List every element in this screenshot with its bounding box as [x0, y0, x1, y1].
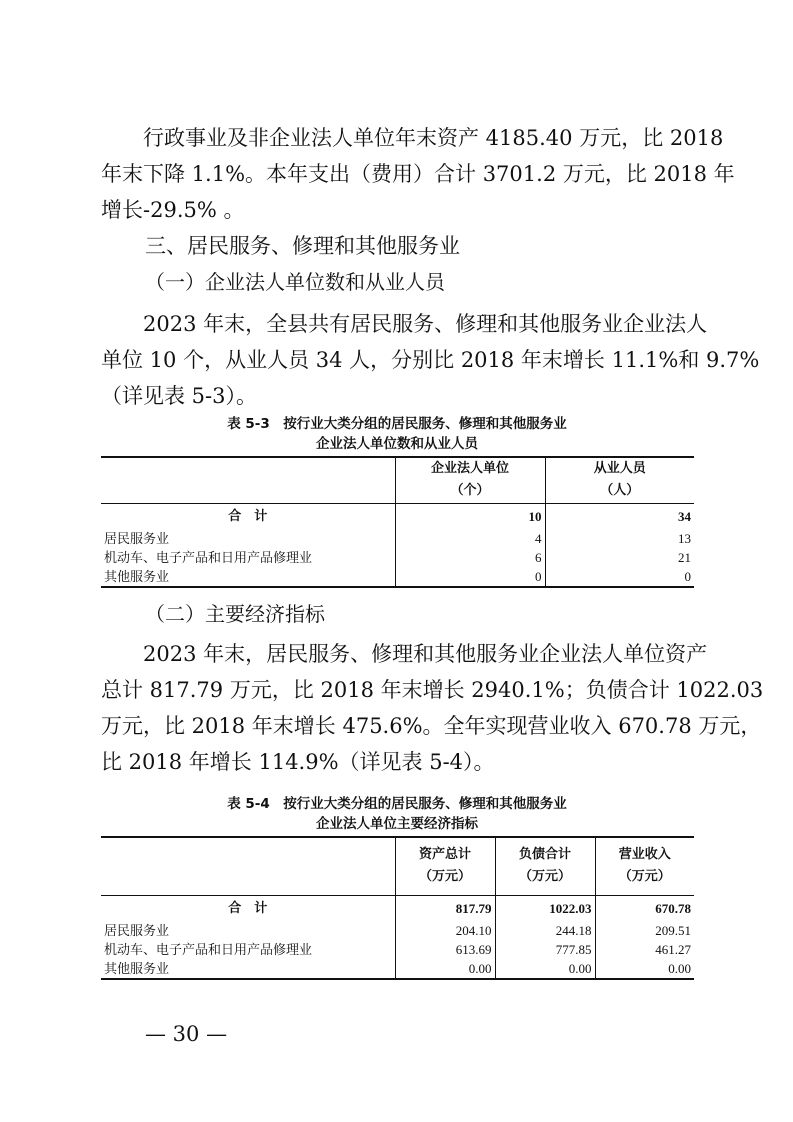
cell-employees: 0 — [545, 567, 694, 587]
header-name: 企业法人单位 — [430, 461, 509, 477]
row-label: 其他服务业 — [101, 567, 395, 587]
paragraph-economic-indicators — [101, 636, 764, 780]
cell-revenue: 0.00 — [595, 959, 694, 979]
header-cell — [545, 457, 694, 503]
page-number: — 30 — — [145, 1022, 228, 1046]
cell-liabilities: 0.00 — [495, 959, 595, 979]
subsection-title-economic-indicators: （二）主要经济指标 — [145, 602, 325, 626]
text-line: 2023 年末，全县共有居民服务、修理和其他服务业企业法人 — [143, 312, 708, 336]
table-5-3 — [101, 456, 694, 588]
caption-line: 表 5-3 按行业大类分组的居民服务、修理和其他服务业 — [227, 416, 567, 432]
table-row — [101, 959, 694, 979]
table-row — [101, 567, 694, 587]
text-line: 比 2018 年增长 114.9%（详见表 5-4）。 — [101, 750, 495, 774]
table-5-4-caption — [101, 794, 693, 834]
header-cell — [395, 457, 545, 503]
cell-units: 10 — [395, 503, 545, 529]
header-unit: （万元） — [618, 869, 671, 885]
cell-employees: 34 — [545, 503, 694, 529]
text-line: 单位 10 个，从业人员 34 人，分别比 2018 年末增长 11.1%和 9.7% — [101, 348, 760, 372]
header-blank-cell — [101, 457, 395, 503]
table-header-row — [101, 457, 694, 503]
caption-line: 企业法人单位主要经济指标 — [316, 816, 478, 832]
cell-employees: 13 — [545, 529, 694, 548]
header-cell — [495, 837, 595, 895]
cell-units: 6 — [395, 548, 545, 567]
paragraph-units-employees — [101, 306, 760, 414]
caption-line: 企业法人单位数和从业人员 — [316, 436, 478, 452]
table-header-row — [101, 837, 694, 895]
table-row — [101, 548, 694, 567]
text-line: （详见表 5-3）。 — [101, 384, 257, 408]
cell-revenue: 209.51 — [595, 921, 694, 940]
caption-line: 表 5-4 按行业大类分组的居民服务、修理和其他服务业 — [227, 796, 567, 812]
cell-units: 4 — [395, 529, 545, 548]
cell-units: 0 — [395, 567, 545, 587]
table-row — [101, 940, 694, 959]
header-name: 资产总计 — [418, 847, 471, 863]
row-label: 居民服务业 — [104, 531, 170, 546]
row-label: 合 计 — [228, 900, 268, 916]
section-title: 三、居民服务、修理和其他服务业 — [145, 234, 460, 258]
header-name: 从业人员 — [593, 461, 646, 477]
text-line: 2023 年末，居民服务、修理和其他服务业企业法人单位资产 — [143, 642, 708, 666]
text-line: 年末下降 1.1%。本年支出（费用）合计 3701.2 万元，比 2018 年 — [101, 162, 735, 186]
cell-assets: 0.00 — [395, 959, 495, 979]
text-line: 万元，比 2018 年末增长 475.6%。全年实现营业收入 670.78 万元， — [101, 714, 762, 738]
cell-revenue: 670.78 — [595, 895, 694, 921]
header-unit: （个） — [450, 483, 490, 499]
cell-liabilities: 777.85 — [495, 940, 595, 959]
cell-liabilities: 244.18 — [495, 921, 595, 940]
subsection-title-units-employees: （一）企业法人单位数和从业人员 — [145, 270, 445, 294]
row-label: 其他服务业 — [101, 959, 395, 979]
header-cell — [595, 837, 694, 895]
text-line: 总计 817.79 万元，比 2018 年末增长 2940.1%；负债合计 1022.03 — [101, 678, 764, 702]
cell-employees: 21 — [545, 548, 694, 567]
row-label: 合 计 — [228, 508, 268, 524]
header-name: 负债合计 — [518, 847, 571, 863]
table-row — [101, 529, 694, 548]
paragraph-admin-assets — [101, 120, 735, 228]
table-row-total — [101, 503, 694, 529]
table-5-4 — [101, 836, 694, 980]
row-label: 机动车、电子产品和日用产品修理业 — [104, 942, 313, 957]
cell-assets: 204.10 — [395, 921, 495, 940]
cell-revenue: 461.27 — [595, 940, 694, 959]
header-blank-cell — [101, 837, 395, 895]
cell-assets: 613.69 — [395, 940, 495, 959]
table-row-total — [101, 895, 694, 921]
row-label: 机动车、电子产品和日用产品修理业 — [104, 550, 313, 565]
header-unit: （人） — [600, 483, 640, 499]
header-cell — [395, 837, 495, 895]
cell-assets: 817.79 — [395, 895, 495, 921]
text-line: 行政事业及非企业法人单位年末资产 4185.40 万元，比 2018 — [143, 126, 724, 150]
header-name: 营业收入 — [618, 847, 671, 863]
table-row — [101, 921, 694, 940]
table-5-3-caption — [101, 414, 693, 454]
row-label: 居民服务业 — [104, 923, 170, 938]
header-unit: （万元） — [418, 869, 471, 885]
text-line: 增长-29.5% 。 — [101, 198, 245, 222]
header-unit: （万元） — [518, 869, 571, 885]
cell-liabilities: 1022.03 — [495, 895, 595, 921]
